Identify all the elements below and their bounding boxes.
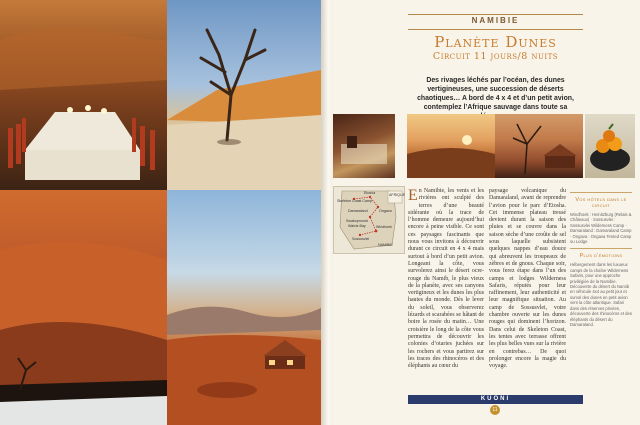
photo-tented-camp — [495, 114, 583, 178]
page-subtitle: Circuit 11 jours/8 nuits — [432, 51, 559, 62]
header-rule-bottom — [408, 29, 583, 30]
map-label-namibia: NAMIBIE — [378, 243, 393, 247]
photo-desert-sunset — [407, 114, 495, 178]
map-label-windhoek: Windhoek — [376, 225, 392, 229]
photo-fruit-bowl — [585, 114, 635, 178]
photo-dead-tree-deadvlei — [167, 0, 321, 190]
header-rule-top — [408, 14, 583, 15]
sidebar-rule-1 — [570, 192, 632, 193]
map-label-swakopmund: Swakopmund — [346, 219, 368, 223]
dead-tree-illustration — [167, 0, 321, 190]
page-title: Planète Dunes — [434, 33, 557, 51]
body-text-2: paysage volcanique du Damaraland, avant de reprendre l’avion pour le parc d’Etosha. Cet immense plateau tressé devient durant la saison des pluies et se couvre dans la saison sèche d’une croûte de sel sous laquelle subsistent quelques nappes d’eau douce qui abreuvent les troupeaux de zèbres et de gnous. Chaque soir, vous ferez étape dans l’un des camps et lodges Wilderness Safaris, réputés pour leur raffinement, leur authenticité et leur magnifique situation. Au camp de Sossusvlei, votre chambre ouverte sur les dunes rouges qui dominent l’horizon. Dans celui de Skeleton Coast, les tentes avec terrasse offrent les plus belles vues sur la rivière en contrebas… De quoi prolonger encore la magie du voyage. — [489, 188, 566, 370]
photo-red-dunes — [0, 190, 167, 425]
right-page — [333, 0, 640, 425]
map-label-sossusvlei: Sossusvlei — [352, 237, 370, 241]
country-label: NAMIBIE — [471, 16, 520, 25]
map-label-etosha: Etosha — [364, 191, 376, 195]
intro-paragraph: Des rivages léchés par l’océan, des dunes vertigineuses, une succession de déserts chaotiques… A bord de 4 x 4 et d’un petit avion, contemplez l’Afrique sauvage dans toute sa — [417, 77, 574, 111]
red-dunes-illustration — [0, 190, 167, 425]
route-map — [333, 186, 405, 254]
map-label-damaraland: Damaraland — [348, 209, 368, 213]
body-text-1: n Namibie, les vents et les rivières ont sculpté des terres d’une beauté sidérante où la trace de l’homme demeure aujourd’hui encore à peine visible. Ce sont ces paysages fascinants que nous vous invitons à découvrir durant ce circuit en 4 x 4 mais surtout à bord d’un petit avion. Longeant la côte, vous survolerez ainsi le désert ocre-rouge du Namib, le plus vieux de la planète, avec ses canyons vertigineux et les dunes les plus hautes du monde. Dès le lever du soleil, vous observerez lézards et scarabées se hâtant de boire la rosée du matin… Une croisière le long de la côte vous permettra de découvrir les colonies d’otaries juchées sur les rochers et vous partirez sur les traces des rhinocéros et des éléphants au cœur du — [408, 188, 484, 370]
body-column-2 — [489, 188, 566, 370]
sidebar-text-emotions: Hébergement dans les luxueux camps de la chaîne Wilderness Safaris, pour une approche privilégiée de la Namibie. Découverte du désert du Namib en véhicule 4x4 au petit jour et survol des dunes en petit avion vers la côte atlantique. Safari dans des réserves privées, découverte des rhinocéros et des éléphants du désert du Damaraland. — [570, 262, 632, 327]
dinner-table-illustration — [0, 0, 167, 190]
sidebar-text-hotels: Windhoek : Heinitzburg (Relais & Châteaux) · Sossusvlei : Sossusvlei Wilderness Camp · Damaraland : Damaraland Camp · Ongava : Ongava Tented Camp ou Lodge — [570, 212, 632, 245]
drop-cap: E — [408, 187, 418, 204]
body-column-1 — [408, 188, 484, 370]
photo-lodge-interior — [333, 114, 395, 178]
photo-camp-at-dusk — [167, 190, 321, 425]
page-gutter — [321, 0, 333, 425]
info-sidebar — [570, 188, 632, 327]
sidebar-rule-2 — [570, 248, 632, 249]
map-label-africa: AFRIQUE — [389, 193, 405, 197]
photo-dinner-table-dunes — [0, 0, 167, 190]
brand-footer: KUONI — [408, 395, 583, 404]
map-label-ongava: Ongava — [379, 209, 392, 213]
sidebar-heading-emotions: Plus d’émotions — [579, 253, 623, 260]
page-number: 11 — [490, 405, 500, 415]
map-label-skeleton-coast: Skeleton Coast Camp — [337, 199, 372, 203]
sidebar-heading-hotels: Vos hôtels dans le circuit — [575, 197, 627, 209]
map-label-walvis-bay: Walvis Bay — [348, 224, 366, 228]
camp-illustration — [167, 190, 321, 425]
